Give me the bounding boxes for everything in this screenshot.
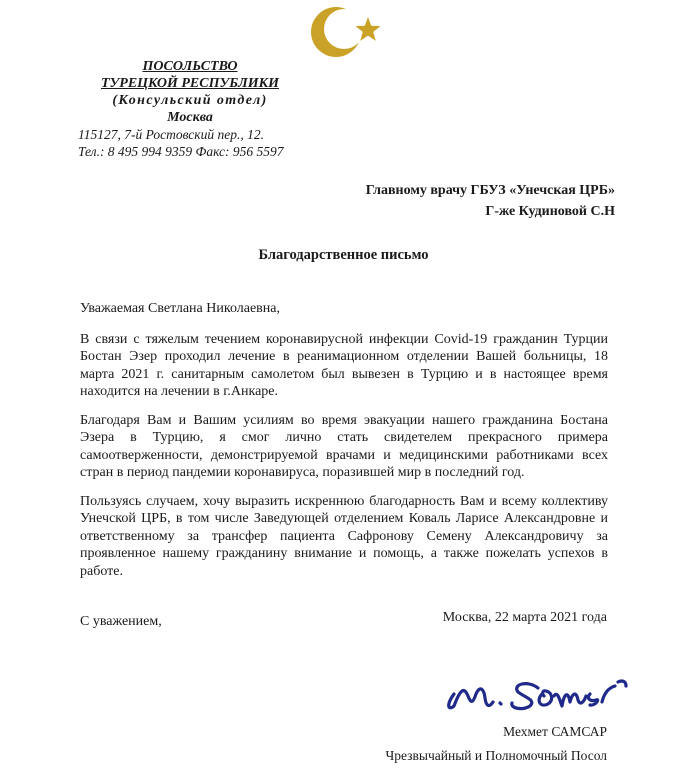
- signer-position: Чрезвычайный и Полномочный Посол: [385, 748, 607, 763]
- closing: С уважением,: [80, 614, 162, 629]
- paragraph-1: В связи с тяжелым течением коронавирусной инфекции Covid-19 гражданин Турции Бостан Эзер проходил лечение в реанимационном отделении Вашей больницы, 18 марта 2021 г. санитарным самолетом был вывезен в Турцию и в настоящее время находится на лечении в г.Анкаре.: [80, 331, 608, 399]
- embassy-name: ПОСОЛЬСТВО: [142, 59, 238, 74]
- crescent-star-icon: [308, 4, 388, 60]
- letter-title: Благодарственное письмо: [258, 247, 429, 263]
- paragraph-3: Пользуясь случаем, хочу выразить искреннюю благодарность Вам и всему коллективу Унечской ЦРБ, в том числе Заведующей отделением Коваль Ларисе Александровне и ответственному за трансфер пациента Сафронову Семену Александровичу за проявленное нашему гражданину внимание и помощь, а также пожелать успехов в работе.: [80, 493, 608, 579]
- addressee-line-2: Г-же Кудиновой С.Н: [485, 204, 615, 219]
- paragraph-2: Благодаря Вам и Вашим усилиям во время эвакуации нашего гражданина Бостана Эзера в Турцию, я смог лично стать свидетелем прекрасного примера самоотверженности, демонстрируемой врачами и медицинскими работниками всех стран в период пандемии коронавируса, поразившей мир в последний год.: [80, 412, 608, 480]
- signer-name: Мехмет САМСАР: [503, 724, 607, 739]
- greeting: Уважаемая Светлана Николаевна,: [80, 301, 280, 316]
- department-name: (Консульский отдел): [112, 93, 268, 108]
- letter-date: Москва, 22 марта 2021 года: [442, 610, 607, 625]
- sender-phone: Тел.: 8 495 994 9359 Факс: 956 5597: [78, 144, 284, 159]
- sender-city: Москва: [167, 110, 213, 125]
- signer-block: [386, 720, 608, 768]
- addressee-line-1: Главному врачу ГБУЗ «Унечская ЦРБ»: [365, 183, 615, 198]
- letter-body: [80, 300, 608, 591]
- addressee-block: [366, 180, 615, 222]
- sender-block: [70, 58, 310, 160]
- sender-address: 115127, 7-й Ростовский пер., 12.: [78, 127, 264, 142]
- republic-name: ТУРЕЦКОЙ РЕСПУБЛИКИ: [100, 76, 280, 91]
- signature: [440, 672, 630, 712]
